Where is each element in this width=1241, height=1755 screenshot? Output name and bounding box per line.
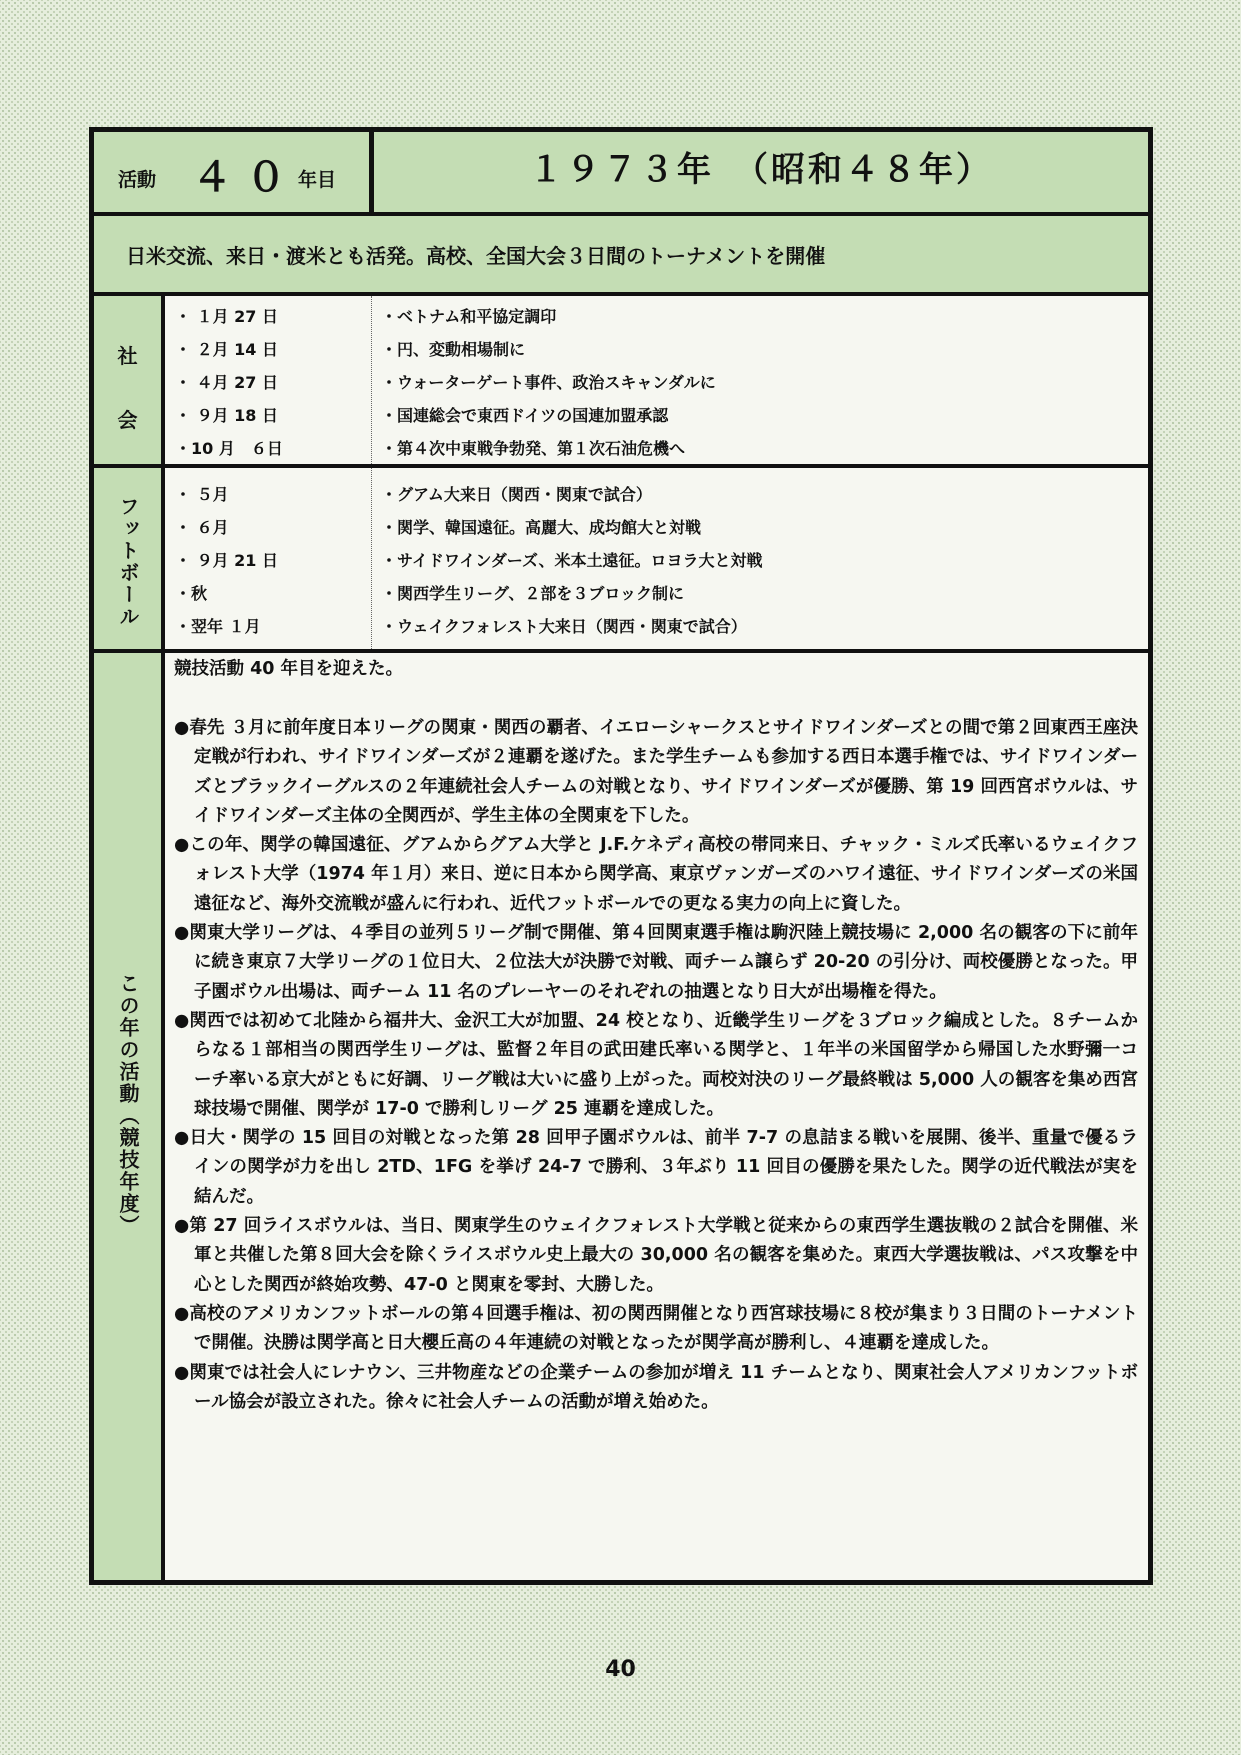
event-text: ・サイドワインダーズ、米本土遠征。ロヨラ大と対戦 [381, 551, 763, 570]
activity-label-main: この年の活動 [116, 973, 140, 1105]
society-label-bottom: 会 [117, 408, 138, 432]
event-date: ・ ６月 [175, 518, 229, 537]
activity-section-label [114, 973, 143, 1237]
table-row [165, 608, 1148, 641]
event-date: ・ ４月 27 日 [175, 373, 278, 392]
football-section [94, 468, 1148, 653]
society-label-cell [94, 296, 165, 464]
list-item: ●第 27 回ライスボウルは、当日、関東学生のウェイクフォレスト大学戦と従来からの東西学生選抜戦の２試合を開催、米軍と共催した第８回大会を除くライスボウル史上最大の 30,000 名の観客を集めた。東西大学選抜戦は、パス攻撃を中心とした関西が終始攻勢、47-0 と関東を零封、大勝した。 [174, 1216, 1138, 1295]
activity-section [94, 653, 1148, 1580]
society-section [94, 296, 1148, 468]
list-item: ●関東では社会人にレナウン、三井物産などの企業チームの参加が増え 11 チームとなり、関東社会人アメリカンフットボール協会が設立された。徐々に社会人チームの活動が増え始めた。 [174, 1362, 1138, 1412]
table-row [165, 430, 1148, 463]
event-date: ・10 月 ６日 [175, 439, 283, 458]
event-text: ・ウェイクフォレスト大来日（関西・関東で試合） [381, 617, 747, 636]
society-label-top: 社 [117, 344, 138, 368]
year-record-sheet [89, 127, 1153, 1585]
society-events [165, 296, 1148, 464]
football-label-cell [94, 468, 165, 649]
event-date: ・ ２月 14 日 [175, 340, 278, 359]
list-item: ●関東大学リーグは、４季目の並列５リーグ制で開催、第４回関東選手権は駒沢陸上競技場に 2,000 名の観客の下に前年に続き東京７大学リーグの１位日大、２位法大が決勝で対戦、両チーム譲らず 20-20 の引分け、両校優勝となった。甲子園ボウル出場は、両チーム 11 名のプレーヤーのそれぞれの抽選となり日大が出場権を得た。 [174, 923, 1138, 1002]
activity-label: 活動 [118, 169, 157, 191]
summary-text: 日米交流、来日・渡米とも活発。高校、全国大会３日間のトーナメントを開催 [126, 244, 826, 268]
event-date: ・秋 [175, 584, 208, 603]
activity-label-sub: （競技年度） [116, 1105, 140, 1237]
activity-body [165, 653, 1148, 1580]
list-item: ●日大・関学の 15 回目の対戦となった第 28 回甲子園ボウルは、前半 7-7 の息詰まる戦いを展開、後半、重量で優るラインの関学が力を出し 2TD、1FG を挙げ 24-7 で勝利、３年ぶり 11 回目の優勝を果たした。関学の近代戦法が実を結んだ。 [174, 1128, 1138, 1207]
event-text: ・国連総会で東西ドイツの国連加盟承認 [381, 406, 669, 425]
event-date: ・ １月 27 日 [175, 307, 278, 326]
table-row [165, 331, 1148, 364]
summary-bar [94, 216, 1148, 296]
event-text: ・第４次中東戦争勃発、第１次石油危機へ [381, 439, 686, 458]
event-text: ・関西学生リーグ、２部を３ブロック制に [381, 584, 685, 603]
event-date: ・ ９月 18 日 [175, 406, 278, 425]
list-item: ●関西では初めて北陸から福井大、金沢工大が加盟、24 校となり、近畿学生リーグを３ブロック編成とした。８チームからなる１部相当の関西学生リーグは、監督２年目の武田建氏率いる関学と、１年半の米国留学から帰国した水野彌一コーチ率いる京大がともに好調、リーグ戦は大いに盛り上がった。両校対決のリーグ最終戦は 5,000 人の観客を集め西宮球技場で開催、関学が 17-0 で勝利しリーグ 25 連覇を達成した。 [174, 1010, 1138, 1119]
event-text: ・ウォーターゲート事件、政治スキャンダルに [381, 373, 716, 392]
activity-label-cell [94, 653, 165, 1580]
event-date: ・翌年 １月 [175, 617, 261, 636]
activity-number: ４０ [192, 155, 300, 201]
event-text: ・円、変動相場制に [381, 340, 526, 359]
event-text: ・関学、韓国遠征。高麗大、成均館大と対戦 [381, 518, 702, 537]
list-item: ●この年、関学の韓国遠征、グアムからグアム大学と J.F.ケネディ高校の帯同来日、チャック・ミルズ氏率いるウェイクフォレスト大学（1974 年１月）来日、逆に日本から関学高、東京ヴァンガーズのハワイ遠征、サイドワインダーズの米国遠征など、海外交流戦が盛んに行われ、近代フットボールでの更なる実力の向上に資した。 [174, 835, 1138, 914]
table-row [165, 542, 1148, 575]
activity-intro: 競技活動 40 年目を迎えた。 [174, 659, 404, 679]
event-date: ・ ９月 21 日 [175, 551, 278, 570]
list-item: ●高校のアメリカンフットボールの第４回選手権は、初の関西開催となり西宮球技場に８校が集まり３日間のトーナメントで開催。決勝は関学高と日大櫻丘高の４年連続の対戦となったが関学高が勝利し、４連覇を達成した。 [174, 1303, 1139, 1354]
activity-text [174, 655, 1138, 1417]
football-label: フットボール [116, 496, 140, 628]
year-count-label: 年目 [298, 169, 337, 191]
event-text: ・ベトナム和平協定調印 [381, 307, 557, 326]
table-row [165, 397, 1148, 430]
table-row [165, 298, 1148, 331]
table-row [165, 476, 1148, 509]
list-item: ●春先 ３月に前年度日本リーグの関東・関西の覇者、イエローシャークスとサイドワインダーズとの間で第２回東西王座決定戦が行われ、サイドワインダーズが２連覇を遂げた。また学生チームも参加する西日本選手権では、サイドワインダーズとブラックイーグルスの２年連続社会人チームの対戦となり、サイドワインダーズが優勝、第 19 回西宮ボウルは、サイドワインダーズ主体の全関西が、学生主体の全関東を下した。 [174, 718, 1138, 826]
header-bar [94, 132, 1148, 216]
activity-year-cell [94, 132, 374, 212]
event-text: ・グアム大来日（関西・関東で試合） [381, 485, 652, 504]
table-row [165, 575, 1148, 608]
page-number: 40 [605, 1657, 636, 1682]
page-title: １９７３年 （昭和４８年） [529, 150, 993, 190]
table-row [165, 509, 1148, 542]
event-date: ・ ５月 [175, 485, 229, 504]
football-events [165, 468, 1148, 649]
table-row [165, 364, 1148, 397]
